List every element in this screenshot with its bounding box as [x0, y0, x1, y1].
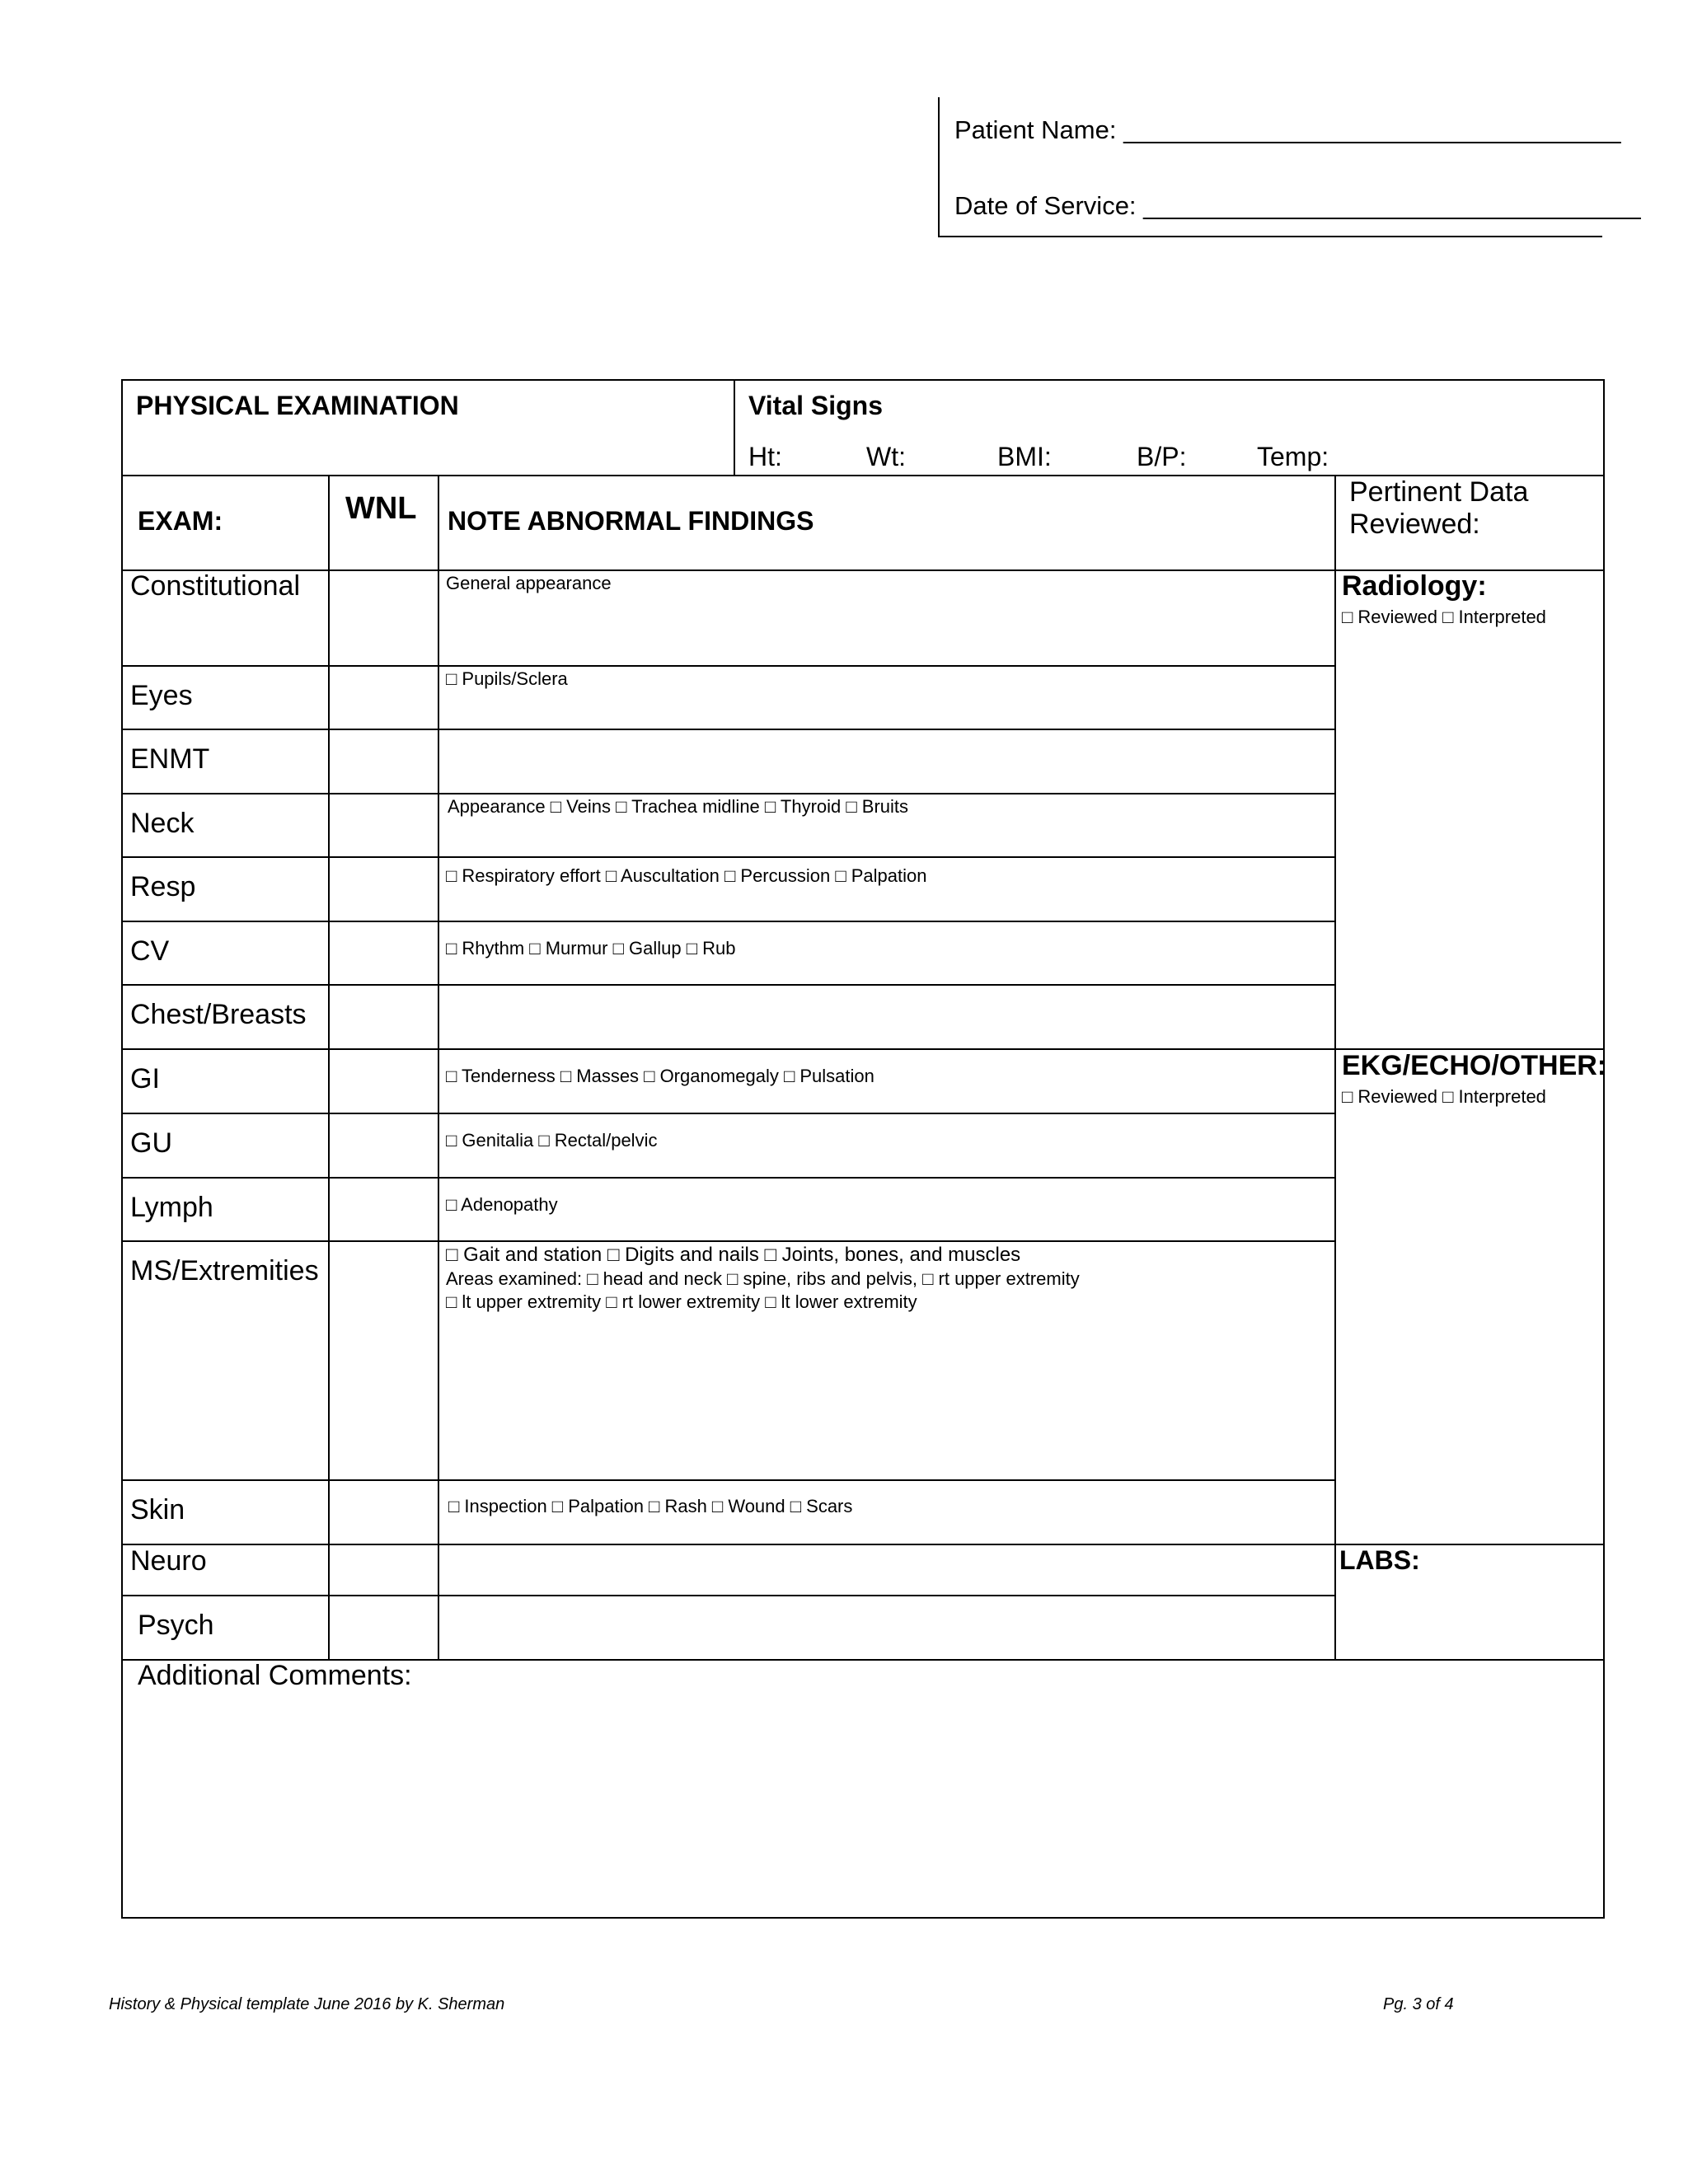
wnl-cell-neck[interactable]	[330, 794, 437, 855]
row-label-enmt: ENMT	[130, 743, 210, 775]
findings-column-header: NOTE ABNORMAL FINDINGS	[448, 506, 814, 536]
row-label-cv: CV	[130, 935, 170, 967]
row-label-lymph: Lymph	[130, 1192, 213, 1223]
findings-skin[interactable]: □ Inspection □ Palpation □ Rash □ Wound □ Scars	[448, 1496, 853, 1516]
radiology-options[interactable]: □ Reviewed □ Interpreted	[1342, 607, 1546, 627]
additional-comments-area[interactable]	[124, 1699, 1603, 1915]
vital-height[interactable]: Ht:	[748, 442, 782, 471]
additional-comments-label: Additional Comments:	[138, 1660, 412, 1691]
row-label-eyes: Eyes	[130, 680, 193, 711]
date-of-service-field[interactable]	[954, 191, 1641, 221]
patient-name-blank[interactable]: ___________________________________	[1123, 115, 1621, 144]
findings-gu[interactable]: □ Genitalia □ Rectal/pelvic	[446, 1130, 658, 1151]
physical-exam-form	[121, 379, 1605, 1919]
wnl-cell-ms-extremities[interactable]	[330, 1242, 437, 1479]
findings-eyes[interactable]: □ Pupils/Sclera	[446, 668, 568, 689]
row-label-resp: Resp	[130, 871, 196, 902]
row-label-psych: Psych	[138, 1610, 214, 1641]
wnl-cell-chest-breasts[interactable]	[330, 986, 437, 1047]
pertinent-data-header-line1: Pertinent Data	[1349, 476, 1529, 508]
wnl-cell-neuro[interactable]	[330, 1545, 437, 1594]
row-label-gi: GI	[130, 1063, 160, 1094]
ekg-title: EKG/ECHO/OTHER:	[1342, 1050, 1607, 1081]
wnl-cell-skin[interactable]	[330, 1481, 437, 1543]
wnl-column-header: WNL	[345, 491, 417, 526]
row-label-gu: GU	[130, 1127, 172, 1159]
vital-bmi[interactable]: BMI:	[997, 442, 1052, 471]
findings-ms-extremities-limbs[interactable]: □ lt upper extremity □ rt lower extremity □ lt lower extremity	[446, 1291, 917, 1312]
findings-neck[interactable]: Appearance □ Veins □ Trachea midline □ Thyroid □ Bruits	[448, 796, 909, 817]
ekg-options[interactable]: □ Reviewed □ Interpreted	[1342, 1086, 1546, 1107]
pertinent-data-header-line2: Reviewed:	[1349, 509, 1480, 540]
radiology-title: Radiology:	[1342, 570, 1487, 602]
wnl-cell-constitutional[interactable]	[330, 571, 437, 664]
wnl-cell-psych[interactable]	[330, 1596, 437, 1658]
row-label-neuro: Neuro	[130, 1545, 207, 1577]
vitals-title: Vital Signs	[748, 391, 884, 420]
findings-resp[interactable]: □ Respiratory effort □ Auscultation □ Percussion □ Palpation	[446, 865, 927, 886]
findings-ms-extremities[interactable]: □ Gait and station □ Digits and nails □ Joints, bones, and muscles	[446, 1244, 1021, 1266]
vital-weight[interactable]: Wt:	[866, 442, 906, 471]
findings-ms-extremities-areas[interactable]: Areas examined: □ head and neck □ spine, ribs and pelvis, □ rt upper extremity	[446, 1268, 1080, 1289]
wnl-cell-enmt[interactable]	[330, 730, 437, 792]
wnl-cell-cv[interactable]	[330, 922, 437, 983]
patient-name-label: Patient Name:	[954, 115, 1117, 144]
findings-constitutional[interactable]: General appearance	[446, 573, 612, 593]
date-of-service-blank[interactable]: ___________________________________	[1143, 191, 1641, 220]
vital-temp[interactable]: Temp:	[1257, 442, 1329, 471]
wnl-cell-eyes[interactable]	[330, 667, 437, 728]
patient-info-box	[938, 97, 1641, 237]
row-label-chest-breasts: Chest/Breasts	[130, 999, 307, 1030]
labs-title: LABS:	[1339, 1545, 1420, 1575]
vital-bp[interactable]: B/P:	[1137, 442, 1187, 471]
findings-cv[interactable]: □ Rhythm □ Murmur □ Gallup □ Rub	[446, 938, 736, 958]
findings-lymph[interactable]: □ Adenopathy	[446, 1194, 558, 1215]
date-of-service-label: Date of Service:	[954, 191, 1137, 220]
patient-name-field[interactable]	[954, 115, 1621, 145]
row-label-ms-extremities: MS/Extremities	[130, 1255, 319, 1286]
row-label-skin: Skin	[130, 1494, 185, 1526]
row-label-constitutional: Constitutional	[130, 570, 301, 602]
row-label-neck: Neck	[130, 808, 195, 839]
exam-column-header: EXAM:	[138, 506, 223, 536]
findings-gi[interactable]: □ Tenderness □ Masses □ Organomegaly □ Pulsation	[446, 1066, 874, 1086]
wnl-cell-lymph[interactable]	[330, 1179, 437, 1240]
section-title: PHYSICAL EXAMINATION	[136, 391, 459, 420]
footer-page-number: Pg. 3 of 4	[1383, 1995, 1454, 2013]
wnl-cell-resp[interactable]	[330, 858, 437, 920]
wnl-cell-gu[interactable]	[330, 1114, 437, 1176]
footer-template-credit: History & Physical template June 2016 by K. Sherman	[109, 1995, 505, 2013]
wnl-cell-gi[interactable]	[330, 1050, 437, 1112]
